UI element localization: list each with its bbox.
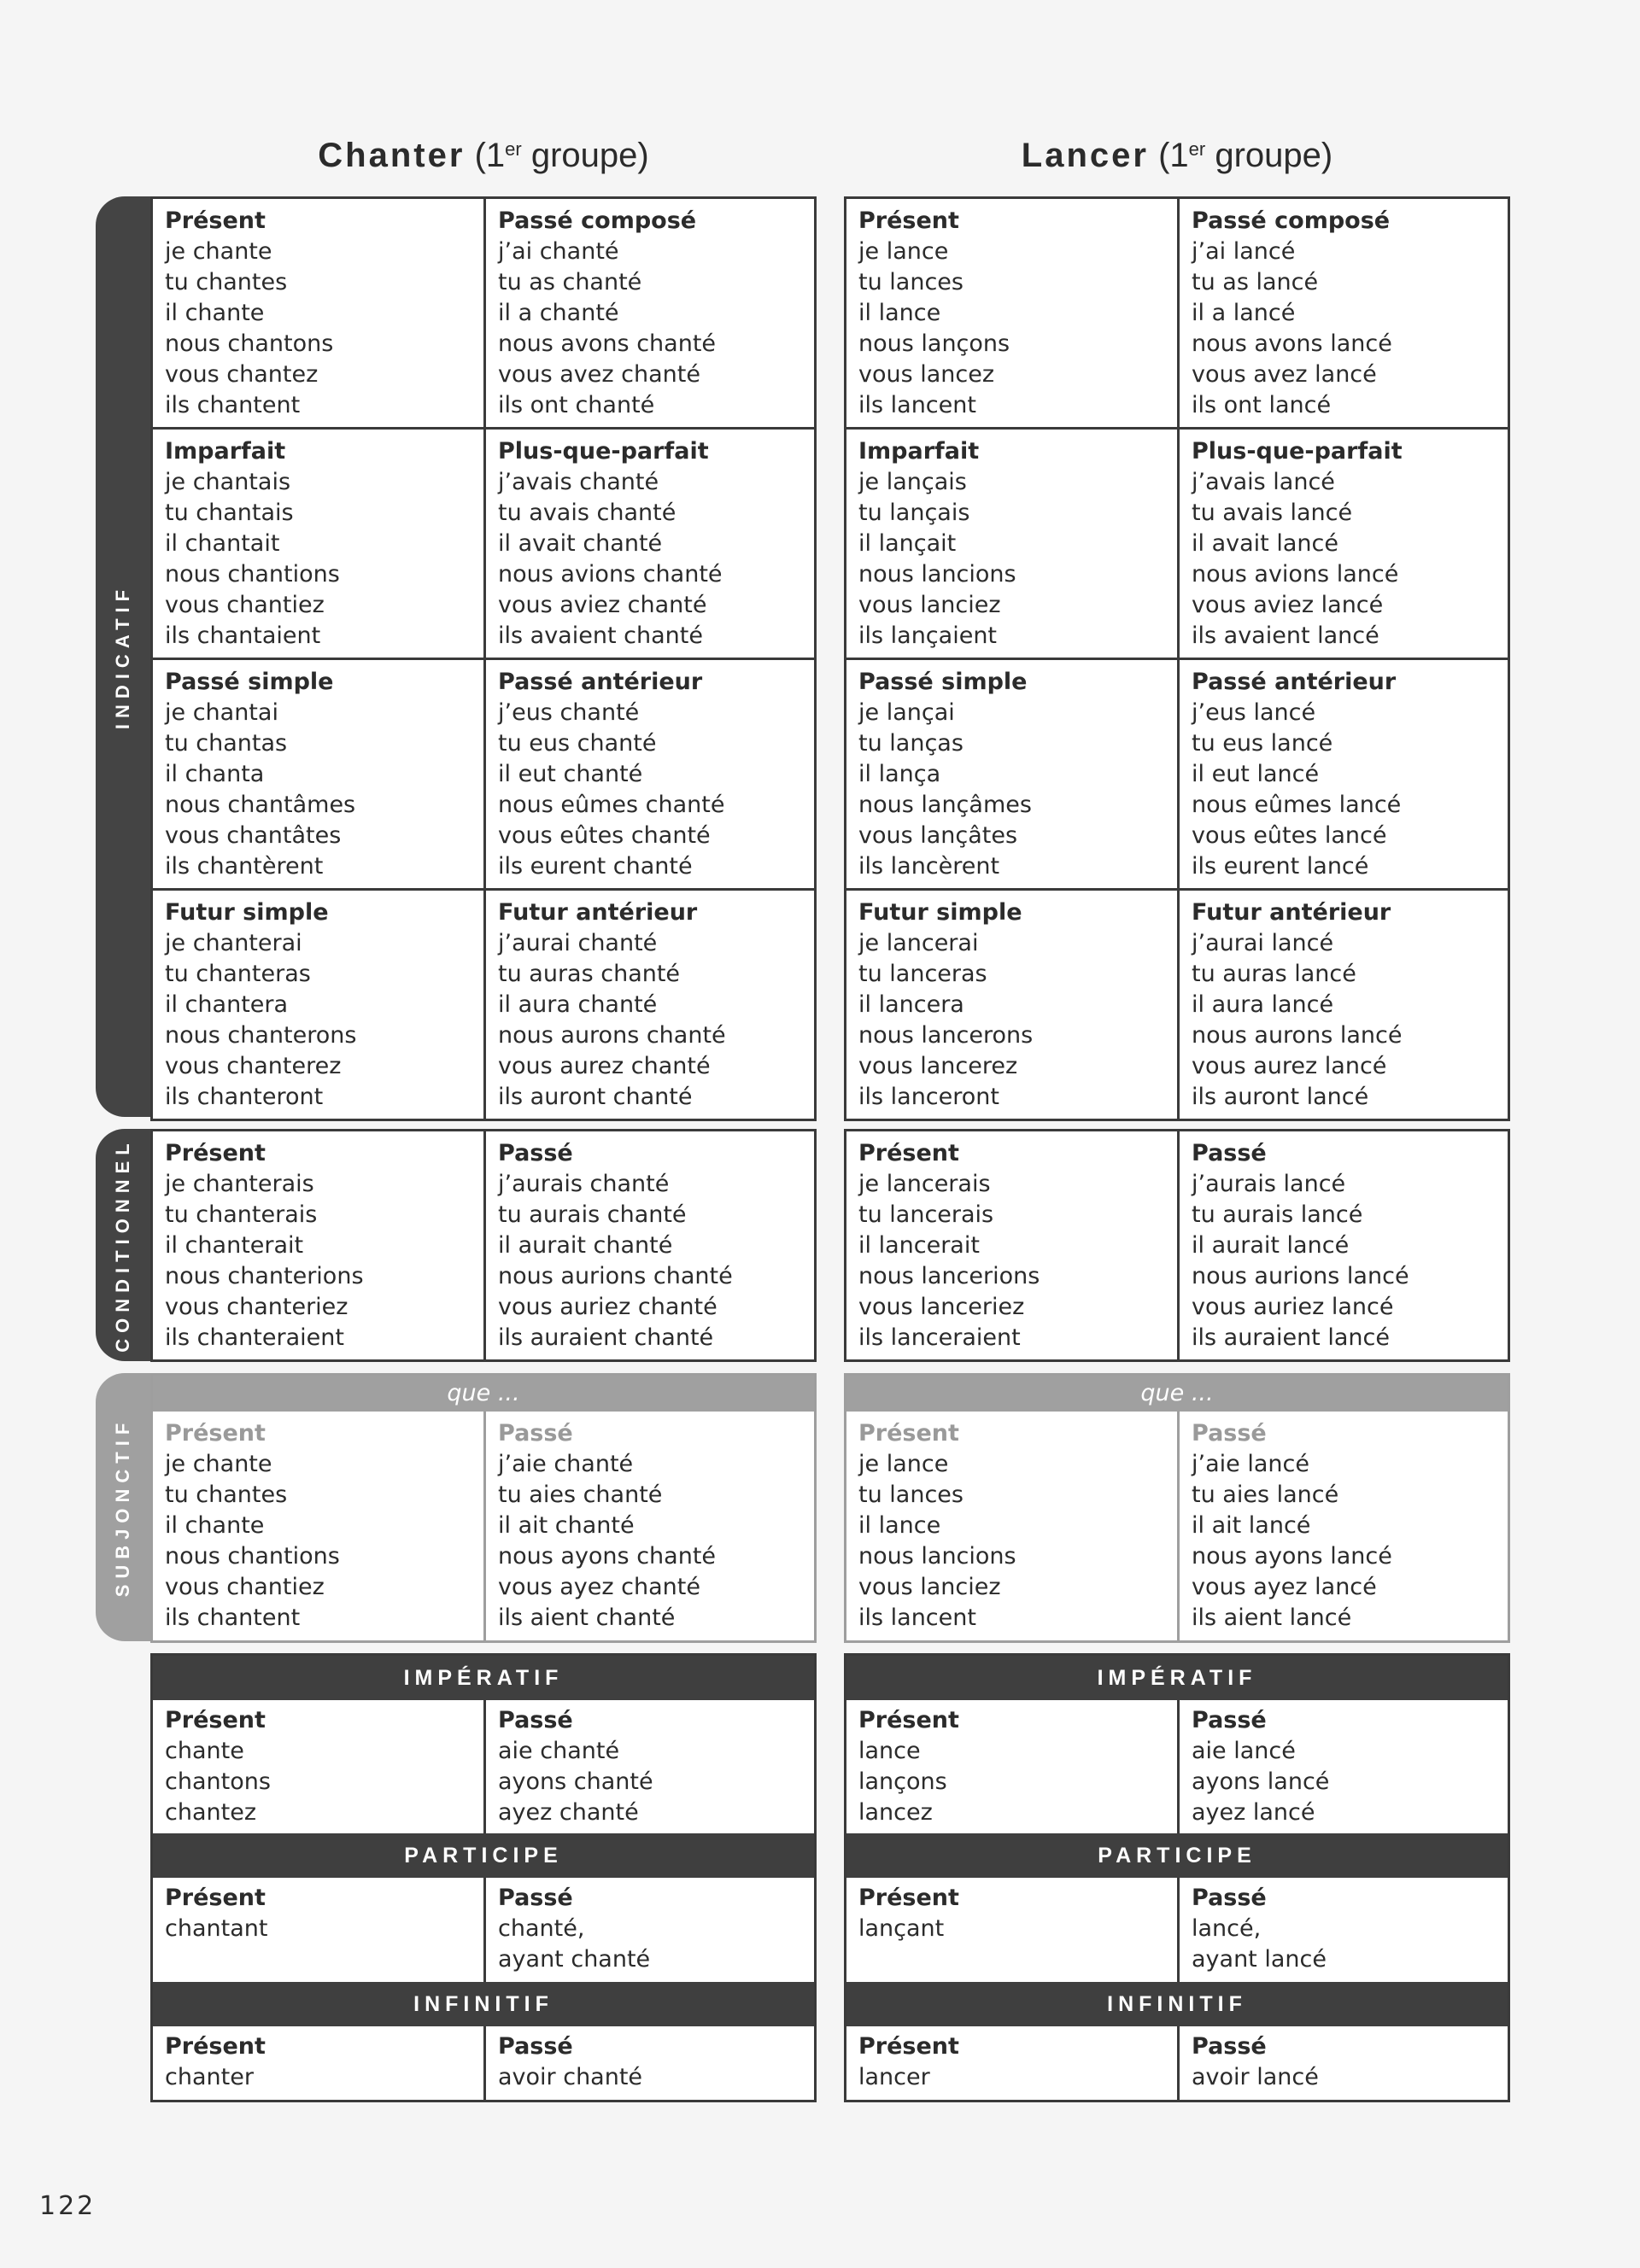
conjugation-line: tu aurais chanté — [498, 1201, 687, 1228]
conjugation-line: avoir chanté — [498, 2064, 643, 2090]
conjugation-line: nous chanterions — [165, 1263, 364, 1289]
tense-row — [846, 658, 1508, 888]
tense-cell — [1177, 199, 1508, 427]
tense-label: Passé — [1192, 1140, 1267, 1166]
conjugation-line: vous aviez chanté — [498, 592, 707, 618]
conjugation-line: vous chantez — [165, 361, 319, 388]
conjugation-line: j’aie chanté — [498, 1451, 634, 1477]
conjugation-line: nous lancions — [858, 561, 1016, 587]
tense-label: Passé composé — [498, 208, 697, 234]
conjugation-line: lançons — [858, 1768, 947, 1795]
conjugation-line: nous ayons lancé — [1192, 1543, 1392, 1569]
conjugation-line: il aura lancé — [1192, 991, 1334, 1018]
conjugation-line: nous aurions lancé — [1192, 1263, 1409, 1289]
conjugation-line: vous chanterez — [165, 1053, 342, 1079]
conjugation-line: il aurait lancé — [1192, 1232, 1350, 1259]
conjugation-line: aie chanté — [498, 1738, 620, 1764]
tense-row — [846, 199, 1508, 427]
conjugation-line: nous chantions — [165, 561, 340, 587]
tense-cell — [153, 1878, 483, 1982]
tense-label: Passé — [498, 1707, 573, 1733]
conjugation-line: nous eûmes chanté — [498, 792, 725, 818]
tense-cell — [1177, 891, 1508, 1119]
tense-label: Passé antérieur — [498, 669, 703, 695]
conjugation-line: vous lanciez — [858, 1574, 1001, 1600]
tense-label: Présent — [858, 208, 959, 234]
conjugation-line: ils avaient lancé — [1192, 623, 1379, 649]
conjugation-line: tu avais chanté — [498, 500, 676, 526]
conjugation-line: il avait chanté — [498, 530, 663, 557]
tense-label: Présent — [165, 1885, 266, 1911]
conjugation-line: j’eus lancé — [1192, 699, 1316, 726]
conjugation-line: vous chantiez — [165, 592, 325, 618]
conjugation-line: il eut lancé — [1192, 761, 1320, 787]
tense-cell — [1177, 1412, 1508, 1640]
verb-name: Lancer — [1021, 137, 1149, 174]
conjugation-line: nous ayons chanté — [498, 1543, 717, 1569]
conjugation-line: il lancera — [858, 991, 964, 1018]
conjugation-line: ils auraient lancé — [1192, 1324, 1390, 1351]
tense-label: Présent — [858, 1885, 959, 1911]
conjugation-line: nous lancerons — [858, 1022, 1034, 1049]
tense-cell — [483, 1878, 814, 1982]
conjugation-line: ils chantèrent — [165, 853, 324, 880]
tense-label: Présent — [165, 1707, 266, 1733]
conjugation-line: vous ayez chanté — [498, 1574, 700, 1600]
conjugation-line: vous aviez lancé — [1192, 592, 1384, 618]
conjugation-line: lancé, — [1192, 1915, 1262, 1942]
conjugation-line: chantant — [165, 1915, 268, 1942]
tense-label: Présent — [165, 1420, 266, 1447]
tense-cell — [846, 1878, 1177, 1982]
conjugation-line: vous chanteriez — [165, 1294, 348, 1320]
tense-cell — [483, 2026, 814, 2100]
conjugation-line: il eut chanté — [498, 761, 643, 787]
verb-name: Chanter — [318, 137, 466, 174]
tense-cell — [846, 1412, 1177, 1640]
tense-cell — [846, 430, 1177, 658]
conjugation-line: j’aurais chanté — [498, 1171, 670, 1197]
conjugation-line: j’ai lancé — [1192, 238, 1296, 265]
participe-row — [153, 1878, 814, 1982]
conjugation-line: ils chantent — [165, 1605, 301, 1631]
conjugation-line: il ait chanté — [498, 1512, 635, 1539]
conjugation-line: il chanta — [165, 761, 265, 787]
conjugation-line: ils lancent — [858, 1605, 976, 1631]
tense-row — [153, 427, 814, 658]
conjugation-line: tu lances — [858, 269, 964, 295]
conjugation-line: il lancerait — [858, 1232, 980, 1259]
conjugation-line: ils aient lancé — [1192, 1605, 1352, 1631]
conjugation-line: vous lançâtes — [858, 822, 1018, 849]
tense-cell — [153, 1700, 483, 1833]
conjugation-line: nous chantions — [165, 1543, 340, 1569]
conjugation-line: vous lancerez — [858, 1053, 1018, 1079]
conjugation-line: tu chanterais — [165, 1201, 318, 1228]
tense-label: Futur simple — [165, 899, 329, 926]
conjugation-line: je chante — [165, 238, 272, 265]
conjugation-line: ils ont chanté — [498, 392, 655, 418]
conjugation-line: vous avez lancé — [1192, 361, 1377, 388]
conjugation-line: il aura chanté — [498, 991, 658, 1018]
conjugation-line: il lance — [858, 1512, 941, 1539]
conjugation-line: vous lanceriez — [858, 1294, 1025, 1320]
imperatif-row — [846, 1700, 1508, 1833]
conjugation-line: je lance — [858, 1451, 949, 1477]
conjugation-line: je chantais — [165, 469, 291, 495]
conjugation-line: chantons — [165, 1768, 271, 1795]
conjugation-line: je lance — [858, 238, 949, 265]
tense-cell — [153, 430, 483, 658]
tense-cell — [1177, 1700, 1508, 1833]
conjugation-line: ayez lancé — [1192, 1799, 1315, 1826]
conjugation-line: vous avez chanté — [498, 361, 700, 388]
conjugation-line: vous eûtes chanté — [498, 822, 711, 849]
conjugation-line: tu aurais lancé — [1192, 1201, 1363, 1228]
conjugation-line: chante — [165, 1738, 244, 1764]
tense-label: Passé antérieur — [1192, 669, 1397, 695]
conjugation-line: j’ai chanté — [498, 238, 619, 265]
conjugation-line: tu aies lancé — [1192, 1482, 1339, 1508]
conjugation-line: nous avions lancé — [1192, 561, 1399, 587]
mode-table — [844, 1653, 1510, 2102]
tense-cell — [846, 891, 1177, 1119]
conjugation-line: tu aies chanté — [498, 1482, 663, 1508]
tense-label: Présent — [858, 1707, 959, 1733]
conjugation-line: tu as chanté — [498, 269, 642, 295]
tense-label: Présent — [165, 2033, 266, 2060]
conjugation-line: vous chantiez — [165, 1574, 325, 1600]
subjonctif-tab — [96, 1373, 150, 1641]
tense-row — [153, 1131, 814, 1359]
tense-label: Passé — [498, 2033, 573, 2060]
tense-label: Présent — [165, 208, 266, 234]
conjugation-line: il chante — [165, 300, 265, 326]
verb-title — [844, 137, 1510, 175]
conjugation-line: vous auriez chanté — [498, 1294, 718, 1320]
tense-row — [846, 1131, 1508, 1359]
tense-cell — [483, 891, 814, 1119]
tense-cell — [483, 1131, 814, 1359]
conjugation-line: vous ayez lancé — [1192, 1574, 1377, 1600]
conjugation-line: il a chanté — [498, 300, 619, 326]
tense-cell — [483, 660, 814, 888]
tense-row — [846, 888, 1508, 1119]
subjonctif-table — [844, 1373, 1510, 1643]
tense-label: Passé — [1192, 2033, 1267, 2060]
conjugation-line: il chantait — [165, 530, 280, 557]
tense-cell — [153, 199, 483, 427]
tense-cell — [846, 2026, 1177, 2100]
tense-cell — [846, 199, 1177, 427]
conjugation-line: ayez chanté — [498, 1799, 639, 1826]
tense-label: Passé — [1192, 1420, 1267, 1447]
tense-label: Présent — [165, 1140, 266, 1166]
tense-label: Futur antérieur — [1192, 899, 1391, 926]
que-header: que ... — [846, 1376, 1508, 1412]
conjugation-line: tu eus chanté — [498, 730, 657, 757]
tense-cell — [1177, 660, 1508, 888]
conjugation-line: nous avons chanté — [498, 330, 717, 357]
conjugation-line: j’aurai chanté — [498, 930, 658, 956]
conjugation-line: j’aie lancé — [1192, 1451, 1309, 1477]
tense-label: Passé simple — [165, 669, 334, 695]
conjugation-line: il lançait — [858, 530, 957, 557]
conjugation-line: aie lancé — [1192, 1738, 1296, 1764]
tense-label: Passé simple — [858, 669, 1028, 695]
conjugation-line: tu lanças — [858, 730, 964, 757]
tense-cell — [846, 1131, 1177, 1359]
conjugation-line: tu as lancé — [1192, 269, 1319, 295]
conjugation-line: tu lanceras — [858, 961, 987, 987]
conjugation-line: nous lancions — [858, 1543, 1016, 1569]
conjugation-line: ils ont lancé — [1192, 392, 1332, 418]
tense-cell — [1177, 1878, 1508, 1982]
tense-label: Présent — [858, 1420, 959, 1447]
conjugation-line: ils lançaient — [858, 623, 998, 649]
conjugation-line: il lança — [858, 761, 941, 787]
conjugation-line: il avait lancé — [1192, 530, 1338, 557]
tense-row — [153, 199, 814, 427]
conjugation-line: tu lancerais — [858, 1201, 994, 1228]
conjugation-line: nous chanterons — [165, 1022, 357, 1049]
tense-label: Présent — [858, 2033, 959, 2060]
conjugation-line: il aurait chanté — [498, 1232, 673, 1259]
participe-header: PARTICIPE — [846, 1833, 1508, 1878]
conjugation-line: je lancerai — [858, 930, 979, 956]
conjugation-line: je lancerais — [858, 1171, 991, 1197]
tense-cell — [153, 1131, 483, 1359]
tense-label: Futur simple — [858, 899, 1022, 926]
conjugation-line: ils auraient chanté — [498, 1324, 714, 1351]
conjugation-line: tu auras lancé — [1192, 961, 1356, 987]
conjugation-line: nous aurions chanté — [498, 1263, 733, 1289]
conjugation-line: je chanterais — [165, 1171, 314, 1197]
subjonctif-tab-label: SUBJONCTIF — [112, 1417, 133, 1598]
conjugation-line: il chante — [165, 1512, 265, 1539]
conjugation-line: je lançai — [858, 699, 955, 726]
conditionnel-tab-label: CONDITIONNEL — [112, 1137, 133, 1353]
conjugation-line: vous aurez lancé — [1192, 1053, 1387, 1079]
tense-cell — [483, 199, 814, 427]
conjugation-line: je chante — [165, 1451, 272, 1477]
infinitif-row — [846, 2026, 1508, 2100]
indicatif-table — [844, 196, 1510, 1121]
conjugation-line: ayant chanté — [498, 1946, 651, 1973]
conjugation-line: lance — [858, 1738, 921, 1764]
tense-cell — [1177, 430, 1508, 658]
tense-cell — [846, 1700, 1177, 1833]
conjugation-line: nous lançâmes — [858, 792, 1032, 818]
conjugation-line: ayant lancé — [1192, 1946, 1327, 1973]
conjugation-line: ils aient chanté — [498, 1605, 676, 1631]
participe-header: PARTICIPE — [153, 1833, 814, 1878]
conjugation-line: nous lancerions — [858, 1263, 1040, 1289]
conjugation-line: tu chantes — [165, 1482, 288, 1508]
tense-label: Passé — [1192, 1707, 1267, 1733]
conjugation-line: ils avaient chanté — [498, 623, 703, 649]
conjugation-line: ayons lancé — [1192, 1768, 1330, 1795]
infinitif-header: INFINITIF — [153, 1982, 814, 2026]
page-number: 122 — [39, 2191, 97, 2221]
tense-label: Imparfait — [165, 438, 286, 465]
conjugation-line: chantez — [165, 1799, 256, 1826]
tense-label: Futur antérieur — [498, 899, 698, 926]
conjugation-line: nous lançons — [858, 330, 1010, 357]
tense-cell — [153, 2026, 483, 2100]
verb-group: (1er groupe) — [1158, 137, 1333, 174]
conjugation-line: ils chanteront — [165, 1084, 324, 1110]
conjugation-line: vous lancez — [858, 361, 995, 388]
tense-label: Plus-que-parfait — [1192, 438, 1403, 465]
conditionnel-table — [150, 1129, 817, 1362]
conjugation-line: nous aurons chanté — [498, 1022, 726, 1049]
conjugation-line: tu chanteras — [165, 961, 311, 987]
conjugation-line: je chanterai — [165, 930, 302, 956]
mode-table — [150, 1653, 817, 2102]
tense-cell — [1177, 2026, 1508, 2100]
conjugation-line: ils chanteraient — [165, 1324, 344, 1351]
conjugation-line: ayons chanté — [498, 1768, 653, 1795]
conditionnel-tab — [96, 1129, 150, 1361]
infinitif-header: INFINITIF — [846, 1982, 1508, 2026]
conjugation-line: chanté, — [498, 1915, 585, 1942]
tense-row — [846, 1412, 1508, 1640]
conjugation-line: tu avais lancé — [1192, 500, 1353, 526]
tense-label: Passé — [498, 1420, 573, 1447]
conjugation-line: j’eus chanté — [498, 699, 640, 726]
conjugation-line: ils chantaient — [165, 623, 321, 649]
conjugation-line: il ait lancé — [1192, 1512, 1311, 1539]
que-header: que ... — [153, 1376, 814, 1412]
conjugation-line: ils eurent chanté — [498, 853, 693, 880]
tense-label: Plus-que-parfait — [498, 438, 709, 465]
conjugation-line: il chanterait — [165, 1232, 304, 1259]
conjugation-line: je lançais — [858, 469, 967, 495]
conjugation-line: tu chantas — [165, 730, 288, 757]
conjugation-line: lancer — [858, 2064, 930, 2090]
conjugation-line: j’aurais lancé — [1192, 1171, 1346, 1197]
conjugation-line: il chantera — [165, 991, 289, 1018]
conjugation-line: ils auront lancé — [1192, 1084, 1369, 1110]
conjugation-line: ils lancent — [858, 392, 976, 418]
imperatif-header: IMPÉRATIF — [846, 1656, 1508, 1700]
verb-title — [150, 137, 817, 175]
conjugation-line: vous chantâtes — [165, 822, 342, 849]
conjugation-line: tu auras chanté — [498, 961, 681, 987]
tense-cell — [483, 430, 814, 658]
conjugation-line: avoir lancé — [1192, 2064, 1319, 2090]
tense-label: Passé — [498, 1140, 573, 1166]
tense-cell — [483, 1412, 814, 1640]
conjugation-line: nous aurons lancé — [1192, 1022, 1403, 1049]
subjonctif-table — [150, 1373, 817, 1643]
conjugation-line: vous eûtes lancé — [1192, 822, 1387, 849]
conditionnel-table — [844, 1129, 1510, 1362]
tense-cell — [153, 1412, 483, 1640]
conjugation-line: ils chantent — [165, 392, 301, 418]
tense-label: Passé composé — [1192, 208, 1391, 234]
indicatif-tab — [96, 196, 150, 1117]
tense-row — [153, 888, 814, 1119]
conjugation-line: j’avais lancé — [1192, 469, 1335, 495]
conjugation-line: il a lancé — [1192, 300, 1296, 326]
conjugation-line: ils lanceront — [858, 1084, 999, 1110]
conjugation-line: vous lanciez — [858, 592, 1001, 618]
conjugation-line: j’aurai lancé — [1192, 930, 1334, 956]
conjugation-line: vous aurez chanté — [498, 1053, 711, 1079]
verb-group: (1er groupe) — [474, 137, 649, 174]
tense-cell — [153, 660, 483, 888]
imperatif-row — [153, 1700, 814, 1833]
conjugation-line: je chantai — [165, 699, 278, 726]
infinitif-row — [153, 2026, 814, 2100]
indicatif-table — [150, 196, 817, 1121]
conjugation-line: nous chantâmes — [165, 792, 356, 818]
tense-cell — [483, 1700, 814, 1833]
conjugation-line: lancez — [858, 1799, 933, 1826]
conjugation-line: tu lances — [858, 1482, 964, 1508]
conjugation-line: ils lancèrent — [858, 853, 1000, 880]
tense-row — [153, 1412, 814, 1640]
tense-label: Présent — [858, 1140, 959, 1166]
tense-row — [153, 658, 814, 888]
tense-label: Imparfait — [858, 438, 980, 465]
conjugation-line: lançant — [858, 1915, 945, 1942]
indicatif-tab-label: INDICATIF — [112, 583, 133, 730]
conjugation-line: tu chantais — [165, 500, 294, 526]
tense-row — [846, 427, 1508, 658]
tense-cell — [846, 660, 1177, 888]
participe-row — [846, 1878, 1508, 1982]
conjugation-line: ils eurent lancé — [1192, 853, 1369, 880]
conjugation-line: nous eûmes lancé — [1192, 792, 1402, 818]
tense-label: Passé — [498, 1885, 573, 1911]
conjugation-line: il lance — [858, 300, 941, 326]
imperatif-header: IMPÉRATIF — [153, 1656, 814, 1700]
conjugation-line: tu lançais — [858, 500, 970, 526]
tense-cell — [153, 891, 483, 1119]
tense-label: Passé — [1192, 1885, 1267, 1911]
conjugation-line: tu eus lancé — [1192, 730, 1333, 757]
conjugation-line: nous avons lancé — [1192, 330, 1392, 357]
conjugation-line: vous auriez lancé — [1192, 1294, 1394, 1320]
conjugation-line: chanter — [165, 2064, 254, 2090]
conjugation-line: ils lanceraient — [858, 1324, 1021, 1351]
conjugation-line: tu chantes — [165, 269, 288, 295]
tense-cell — [1177, 1131, 1508, 1359]
conjugation-line: nous avions chanté — [498, 561, 723, 587]
conjugation-line: nous chantons — [165, 330, 334, 357]
conjugation-line: j’avais chanté — [498, 469, 659, 495]
conjugation-line: ils auront chanté — [498, 1084, 693, 1110]
